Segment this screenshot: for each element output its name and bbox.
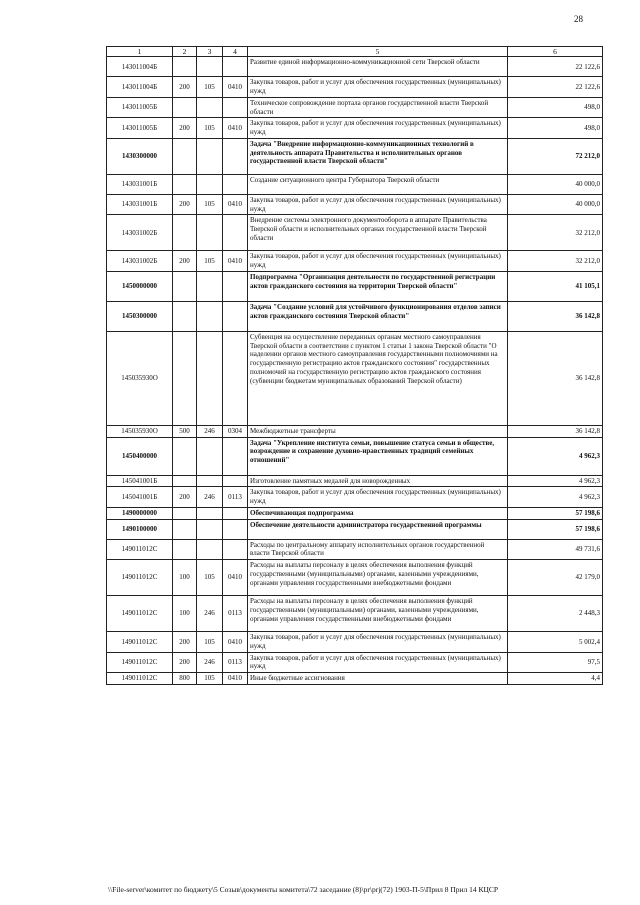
kcsr-code-cell: 145035930О [107,425,173,437]
table-row [107,475,603,487]
expense-type-cell [173,271,197,301]
ministry-code-cell [197,437,223,475]
table-row [107,118,603,139]
column-header: 6 [508,47,603,57]
expense-type-cell: 200 [173,194,197,215]
section-code-cell [223,475,248,487]
amount-cell: 498,0 [508,118,603,139]
amount-cell: 36 142,8 [508,331,603,425]
table-row [107,596,603,632]
table-row [107,271,603,301]
expense-type-cell: 100 [173,596,197,632]
section-code-cell: 0113 [223,487,248,508]
amount-cell: 40 000,0 [508,174,603,194]
section-code-cell: 0304 [223,425,248,437]
amount-cell: 42 179,0 [508,560,603,596]
ministry-code-cell: 105 [197,77,223,98]
description-cell: Задача "Укрепление института семьи, повышение статуса семьи в обществе, возрождение и сохранение духовно-нравственных традиций семейных отношений" [248,437,508,475]
section-code-cell [223,519,248,539]
expense-type-cell [173,331,197,425]
kcsr-code-cell: 145041001Б [107,475,173,487]
kcsr-code-cell: 143011005Б [107,118,173,139]
column-header: 4 [223,47,248,57]
table-row [107,539,603,560]
section-code-cell [223,97,248,118]
ministry-code-cell [197,174,223,194]
description-cell: Изготовление памятных медалей для новорожденных [248,475,508,487]
description-cell: Расходы на выплаты персоналу в целях обеспечения выполнения функций государственными (муниципальными) органами, казенными учреждениями, органами управления государственными внебюджетными фондами [248,596,508,632]
description-cell: Внедрение системы электронного документооборота в аппарате Правительства Тверской области и исполнительных органах государственной власти Тверской области [248,215,508,251]
ministry-code-cell: 105 [197,673,223,685]
description-cell: Задача "Внедрение информационно-коммуникационных технологий в деятельность аппарата Правительства и исполнительных органов государственной власти Тверской области" [248,138,508,174]
amount-cell: 32 212,0 [508,215,603,251]
amount-cell: 40 000,0 [508,194,603,215]
expense-type-cell [173,215,197,251]
kcsr-code-cell: 149011012С [107,539,173,560]
table-row [107,507,603,519]
amount-cell: 97,5 [508,652,603,673]
kcsr-code-cell: 143011004Б [107,77,173,98]
amount-cell: 49 731,6 [508,539,603,560]
ministry-code-cell: 105 [197,118,223,139]
file-path-footer: \\File-server\комитет по бюджету\5 Созыв\документы комитета\72 заседание (8)\pr\prj(72) 1903-П-5\Прил 8 Прил 14 КЦСР [108,885,499,894]
column-header: 1 [107,47,173,57]
ministry-code-cell: 246 [197,652,223,673]
section-code-cell: 0410 [223,77,248,98]
description-cell: Закупка товаров, работ и услуг для обеспечения государственных (муниципальных) нужд [248,487,508,508]
description-cell: Техническое сопровождение портала органов государственной власти Тверской области [248,97,508,118]
kcsr-code-cell: 149011012С [107,652,173,673]
description-cell: Задача "Создание условий для устойчивого функционирования отделов записи актов гражданского состояния Тверской области" [248,301,508,331]
kcsr-code-cell: 149011012С [107,596,173,632]
ministry-code-cell [197,507,223,519]
kcsr-code-cell: 143031002Б [107,251,173,272]
description-cell: Обеспечивающая подпрограмма [248,507,508,519]
ministry-code-cell: 246 [197,596,223,632]
section-code-cell [223,174,248,194]
amount-cell: 4 962,3 [508,487,603,508]
table-row [107,138,603,174]
ministry-code-cell [197,331,223,425]
expense-type-cell [173,475,197,487]
table-row [107,174,603,194]
section-code-cell: 0410 [223,194,248,215]
ministry-code-cell: 105 [197,632,223,653]
expense-type-cell [173,539,197,560]
description-cell: Закупка товаров, работ и услуг для обеспечения государственных (муниципальных) нужд [248,194,508,215]
expense-type-cell [173,519,197,539]
amount-cell: 4,4 [508,673,603,685]
budget-table [106,46,603,685]
description-cell: Подпрограмма "Организация деятельности по государственной регистрации актов гражданского состояния на территории Тверской области" [248,271,508,301]
kcsr-code-cell: 149011012С [107,632,173,653]
table-row [107,673,603,685]
section-code-cell: 0113 [223,596,248,632]
amount-cell: 2 448,3 [508,596,603,632]
amount-cell: 32 212,0 [508,251,603,272]
table-row [107,97,603,118]
section-code-cell [223,539,248,560]
ministry-code-cell [197,138,223,174]
section-code-cell [223,138,248,174]
table-row [107,632,603,653]
column-header: 2 [173,47,197,57]
expense-type-cell: 800 [173,673,197,685]
section-code-cell [223,57,248,77]
description-cell: Расходы на выплаты персоналу в целях обеспечения выполнения функций государственными (муниципальными) органами, казенными учреждениями, органами управления государственными внебюджетными фондами [248,560,508,596]
ministry-code-cell [197,271,223,301]
description-cell: Обеспечение деятельности администратора государственной программы [248,519,508,539]
section-code-cell: 0410 [223,673,248,685]
section-code-cell: 0410 [223,632,248,653]
kcsr-code-cell: 143031002Б [107,215,173,251]
amount-cell: 57 198,6 [508,507,603,519]
description-cell: Расходы по центральному аппарату исполнительных органов государственной власти Тверской области [248,539,508,560]
expense-type-cell [173,301,197,331]
table-row [107,519,603,539]
kcsr-code-cell: 1450000000 [107,271,173,301]
amount-cell: 72 212,0 [508,138,603,174]
table-row [107,487,603,508]
section-code-cell [223,331,248,425]
table-row [107,425,603,437]
description-cell: Закупка товаров, работ и услуг для обеспечения государственных (муниципальных) нужд [248,77,508,98]
amount-cell: 4 962,3 [508,437,603,475]
description-cell: Создание ситуационного центра Губернатора Тверской области [248,174,508,194]
table-row [107,57,603,77]
table-body [107,57,603,685]
kcsr-code-cell: 1450300000 [107,301,173,331]
amount-cell: 22 122,6 [508,77,603,98]
table-header-row [107,47,603,57]
ministry-code-cell [197,215,223,251]
kcsr-code-cell: 1450400000 [107,437,173,475]
description-cell: Закупка товаров, работ и услуг для обеспечения государственных (муниципальных) нужд [248,652,508,673]
section-code-cell: 0410 [223,118,248,139]
description-cell: Развитие единой информационно-коммуникационной сети Тверской области [248,57,508,77]
ministry-code-cell [197,301,223,331]
ministry-code-cell [197,539,223,560]
description-cell: Закупка товаров, работ и услуг для обеспечения государственных (муниципальных) нужд [248,632,508,653]
kcsr-code-cell: 143011005Б [107,97,173,118]
section-code-cell: 0113 [223,652,248,673]
section-code-cell [223,215,248,251]
ministry-code-cell: 105 [197,194,223,215]
kcsr-code-cell: 149011012С [107,673,173,685]
section-code-cell: 0410 [223,251,248,272]
section-code-cell [223,271,248,301]
expense-type-cell: 200 [173,487,197,508]
kcsr-code-cell: 1490100000 [107,519,173,539]
amount-cell: 41 105,1 [508,271,603,301]
expense-type-cell: 200 [173,652,197,673]
table-row [107,251,603,272]
amount-cell: 5 002,4 [508,632,603,653]
ministry-code-cell [197,97,223,118]
table-row [107,194,603,215]
expense-type-cell [173,138,197,174]
kcsr-code-cell: 145041001Б [107,487,173,508]
expense-type-cell: 200 [173,118,197,139]
amount-cell: 36 142,8 [508,301,603,331]
kcsr-code-cell: 143011004Б [107,57,173,77]
expense-type-cell [173,437,197,475]
expense-type-cell [173,174,197,194]
table-row [107,77,603,98]
kcsr-code-cell: 143031001Б [107,194,173,215]
expense-type-cell [173,507,197,519]
ministry-code-cell: 246 [197,425,223,437]
column-header: 3 [197,47,223,57]
amount-cell: 22 122,6 [508,57,603,77]
column-header: 5 [248,47,508,57]
table-row [107,215,603,251]
expense-type-cell [173,57,197,77]
section-code-cell: 0410 [223,560,248,596]
description-cell: Закупка товаров, работ и услуг для обеспечения государственных (муниципальных) нужд [248,118,508,139]
expense-type-cell: 200 [173,632,197,653]
ministry-code-cell: 105 [197,560,223,596]
description-cell: Иные бюджетные ассигнования [248,673,508,685]
kcsr-code-cell: 145035930О [107,331,173,425]
page-number: 28 [574,14,583,24]
amount-cell: 498,0 [508,97,603,118]
table-row [107,437,603,475]
ministry-code-cell [197,57,223,77]
ministry-code-cell: 246 [197,487,223,508]
description-cell: Межбюджетные трансферты [248,425,508,437]
table-row [107,652,603,673]
expense-type-cell: 200 [173,77,197,98]
expense-type-cell: 200 [173,251,197,272]
description-cell: Закупка товаров, работ и услуг для обеспечения государственных (муниципальных) нужд [248,251,508,272]
kcsr-code-cell: 143031001Б [107,174,173,194]
table-row [107,331,603,425]
ministry-code-cell: 105 [197,251,223,272]
kcsr-code-cell: 149011012С [107,560,173,596]
section-code-cell [223,301,248,331]
description-cell: Субвенция на осуществление переданных органам местного самоуправления Тверской области в соответствии с пунктом 1 статьи 1 закона Тверской области "О наделении органов местного самоуправления государственными полномочиями на государственную регистрацию актов гражданского состояния" государственных полномочий на государственную регистрацию актов гражданского состояния (субвенции бюджетам муниципальных образований Тверской области) [248,331,508,425]
expense-type-cell: 500 [173,425,197,437]
table-row [107,301,603,331]
amount-cell: 4 962,3 [508,475,603,487]
table-row [107,560,603,596]
ministry-code-cell [197,519,223,539]
ministry-code-cell [197,475,223,487]
amount-cell: 36 142,8 [508,425,603,437]
kcsr-code-cell: 1490000000 [107,507,173,519]
expense-type-cell [173,97,197,118]
kcsr-code-cell: 1430300000 [107,138,173,174]
section-code-cell [223,437,248,475]
expense-type-cell: 100 [173,560,197,596]
amount-cell: 57 198,6 [508,519,603,539]
section-code-cell [223,507,248,519]
